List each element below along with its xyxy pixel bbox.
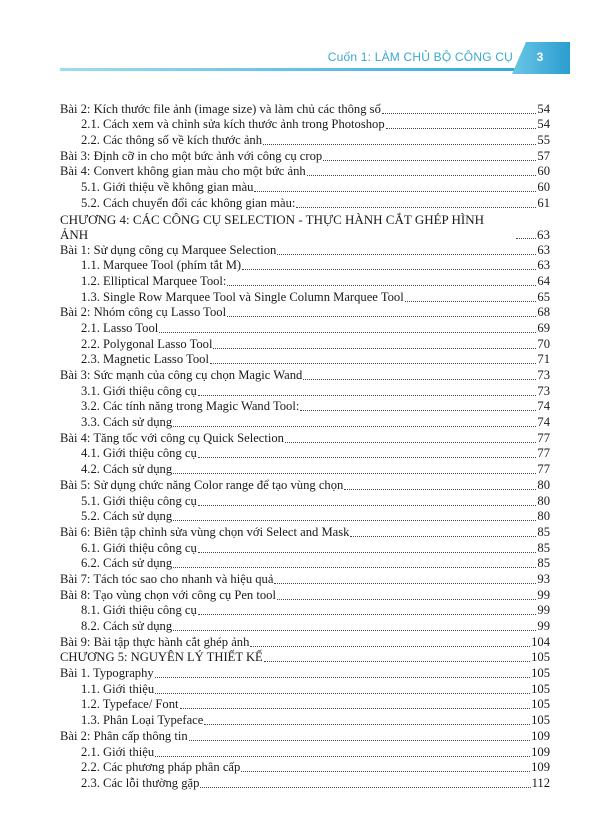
toc-entry-page: 112: [531, 775, 550, 790]
book-title: Cuốn 1: LÀM CHỦ BỘ CÔNG CỤ: [327, 50, 513, 64]
dot-leader: [155, 741, 530, 757]
toc-entry-page: 77: [537, 462, 550, 477]
dot-leader: [198, 442, 537, 458]
toc-entry-title: 2.3. Magnetic Lasso Tool: [81, 352, 209, 367]
dot-leader: [242, 254, 536, 270]
toc-entry-title: Bài 4: Convert không gian màu cho một bức ảnh: [60, 164, 306, 179]
dot-leader: [344, 474, 536, 490]
toc-entry-page: 104: [531, 634, 550, 649]
toc-entry-page: 57: [537, 148, 550, 163]
toc-entry-page: 80: [537, 509, 550, 524]
toc-subentry[interactable]: [60, 195, 550, 211]
toc-entry-page: 85: [537, 524, 550, 539]
dot-leader: [323, 145, 536, 161]
dot-leader: [189, 725, 530, 741]
dot-leader: [227, 270, 536, 286]
toc-entry-page: 69: [537, 320, 550, 335]
toc-entry-title: 1.1. Marquee Tool (phím tắt M): [81, 258, 242, 273]
toc-entry-page: 70: [537, 336, 550, 351]
toc-chapter-entry[interactable]: [60, 211, 550, 242]
toc-entry-page: 109: [531, 760, 550, 775]
dot-leader: [277, 239, 536, 255]
toc-entry-page: 80: [537, 493, 550, 508]
dot-leader: [274, 568, 536, 584]
dot-leader: [180, 693, 531, 709]
dot-leader: [303, 364, 536, 380]
toc-entry-title: 5.2. Cách chuyển đổi các không gian màu:: [81, 195, 296, 210]
dot-leader: [241, 756, 530, 772]
dot-leader: [300, 395, 536, 411]
header-rule: [60, 68, 520, 71]
toc-entry-title: 2.1. Lasso Tool: [81, 320, 159, 335]
toc-entry-page: 63: [537, 242, 550, 257]
dot-leader: [200, 772, 530, 788]
toc-entry-page: 77: [537, 446, 550, 461]
toc-entry-title: 2.2. Các phương pháp phân cấp: [81, 760, 241, 775]
dot-leader: [213, 333, 536, 349]
toc-entry-page: 85: [537, 540, 550, 555]
toc-entry-page: 109: [531, 744, 550, 759]
toc-entry-title: Bài 3: Sức mạnh của công cụ chọn Magic Wand: [60, 368, 303, 382]
toc-entry-title: CHƯƠNG 5: NGUYÊN LÝ THIẾT KẾ: [60, 650, 263, 665]
dot-leader: [382, 98, 537, 114]
toc-entry-title: 3.2. Các tính năng trong Magic Wand Tool:: [81, 399, 300, 414]
toc-entry-title: 2.3. Các lỗi thường gặp: [81, 775, 200, 790]
dot-leader: [307, 160, 537, 176]
toc-entry-title: Bài 2: Nhóm công cụ Lasso Tool: [60, 305, 227, 320]
toc-entry-page: 68: [537, 305, 550, 320]
toc-entry-page: 105: [531, 697, 550, 712]
dot-leader: [277, 584, 536, 600]
page-number: 3: [536, 50, 544, 64]
dot-leader: [173, 505, 536, 521]
toc-entry-page: 73: [537, 383, 550, 398]
dot-leader: [264, 646, 530, 662]
dot-leader: [210, 348, 536, 364]
toc-entry-title: 2.2. Polygonal Lasso Tool: [81, 336, 213, 351]
toc-subentry[interactable]: [60, 775, 550, 791]
dot-leader: [204, 709, 530, 725]
toc-entry-title: Bài 9: Bài tập thực hành cắt ghép ảnh: [60, 634, 250, 649]
toc-entry-page: 63: [537, 226, 550, 242]
toc-entry-title: 2.1. Giới thiệu: [81, 744, 155, 759]
toc-entry-title: Bài 6: Biên tập chỉnh sửa vùng chọn với Select and Mask: [60, 524, 350, 539]
toc-entry-title: 1.2. Typeface/ Font: [81, 697, 179, 712]
toc-entry-page: 80: [537, 477, 550, 492]
toc-entry-title: Bài 1. Typography: [60, 666, 154, 681]
toc-entry-title: 2.2. Các thông số về kích thước ảnh: [81, 133, 263, 148]
toc-entry-title: Bài 5: Sử dụng chức năng Color range để tạo vùng chọn: [60, 477, 344, 492]
dot-leader: [173, 615, 536, 631]
toc-entry-title: 6.1. Giới thiệu công cụ: [81, 540, 197, 555]
dot-leader: [173, 552, 536, 568]
toc-entry-title: 8.2. Cách sử dụng: [81, 619, 173, 633]
toc-entry-title: Bài 3: Định cỡ in cho một bức ảnh với công cụ crop: [60, 148, 323, 163]
toc-entry-page: 109: [531, 728, 550, 743]
toc-entry-page: 74: [537, 399, 550, 414]
toc-entry-title: Bài 8: Tạo vùng chọn với công cụ Pen tool: [60, 587, 276, 602]
toc-entry-page: 99: [537, 587, 550, 602]
dot-leader: [198, 537, 537, 553]
toc-entry-page: 64: [537, 273, 550, 288]
toc-entry-page: 105: [531, 650, 550, 665]
toc-entry-page: 61: [537, 195, 550, 210]
toc-entry-page: 63: [537, 258, 550, 273]
toc-entry-title: 1.1. Giới thiệu: [81, 681, 155, 696]
toc-entry-page: 60: [537, 164, 550, 179]
toc-entry-page: 85: [537, 556, 550, 571]
dot-leader: [285, 427, 536, 443]
toc-entry-title: 8.1. Giới thiệu công cụ: [81, 603, 197, 618]
toc-entry-page: 54: [537, 101, 550, 116]
dot-leader: [250, 631, 530, 647]
dot-leader: [173, 458, 536, 474]
toc-entry-title: 3.3. Cách sử dụng: [81, 415, 173, 430]
dot-leader: [350, 521, 536, 537]
toc-entry-page: 99: [537, 619, 550, 633]
toc-entry-page: 54: [537, 117, 550, 132]
dot-leader: [386, 113, 537, 129]
toc-entry-title: 3.1. Giới thiệu công cụ: [81, 383, 197, 398]
toc-entry-page: 60: [537, 180, 550, 195]
dot-leader: [198, 380, 537, 396]
toc-entry-title: 1.3. Phân Loại Typeface: [81, 713, 204, 728]
toc-entry-title: 5.2. Cách sử dụng: [81, 509, 173, 524]
toc-entry-page: 71: [537, 352, 550, 367]
toc-entry-title: Bài 2: Phân cấp thông tin: [60, 728, 188, 743]
dot-leader: [159, 317, 536, 333]
dot-leader: [227, 301, 536, 317]
toc-entry-title: CHƯƠNG 4: CÁC CÔNG CỤ SELECTION - THỰC HÀNH CẮT GHÉP HÌNH ẢNH: [60, 211, 485, 242]
toc-entry-title: Bài 2: Kích thước file ảnh (image size) và làm chủ các thông số: [60, 101, 381, 116]
toc-entry-page: 93: [537, 571, 550, 586]
toc-entry-page: 105: [531, 713, 550, 728]
dot-leader: [254, 176, 536, 192]
toc-entry-title: 1.2. Elliptical Marquee Tool:: [81, 273, 227, 288]
toc-entry-title: 2.1. Cách xem và chỉnh sửa kích thước ảnh trong Photoshop: [81, 117, 385, 132]
dot-leader: [405, 286, 537, 302]
table-of-contents: [60, 101, 550, 791]
dot-leader: [263, 129, 536, 145]
dot-leader: [296, 192, 536, 208]
toc-entry-title: Bài 7: Tách tóc sao cho nhanh và hiệu quả: [60, 571, 274, 586]
toc-entry-title: 4.2. Cách sử dụng: [81, 462, 173, 477]
toc-entry-page: 99: [537, 603, 550, 618]
toc-entry-title: 6.2. Cách sử dụng: [81, 556, 173, 571]
dot-leader: [198, 490, 537, 506]
toc-entry-title: 5.1. Giới thiệu về không gian màu: [81, 180, 254, 195]
dot-leader: [173, 411, 536, 427]
dot-leader: [198, 599, 537, 615]
toc-entry-page: 77: [537, 430, 550, 445]
toc-entry-title: 4.1. Giới thiệu công cụ: [81, 446, 197, 461]
dot-leader: [155, 662, 530, 678]
toc-entry-page: 65: [537, 289, 550, 304]
toc-entry-title: 1.3. Single Row Marquee Tool và Single Column Marquee Tool: [81, 289, 404, 304]
toc-entry-page: 105: [531, 681, 550, 696]
toc-entry-page: 74: [537, 415, 550, 430]
dot-leader: [155, 678, 530, 694]
toc-entry-title: Bài 4: Tăng tốc với công cụ Quick Selection: [60, 430, 284, 445]
toc-entry-page: 55: [537, 133, 550, 148]
dot-leader: [516, 223, 536, 239]
toc-entry-title: Bài 1: Sử dụng công cụ Marquee Selection: [60, 242, 277, 257]
toc-entry-page: 105: [531, 666, 550, 681]
toc-entry-page: 73: [537, 368, 550, 382]
toc-entry-title: 5.1. Giới thiệu công cụ: [81, 493, 197, 508]
